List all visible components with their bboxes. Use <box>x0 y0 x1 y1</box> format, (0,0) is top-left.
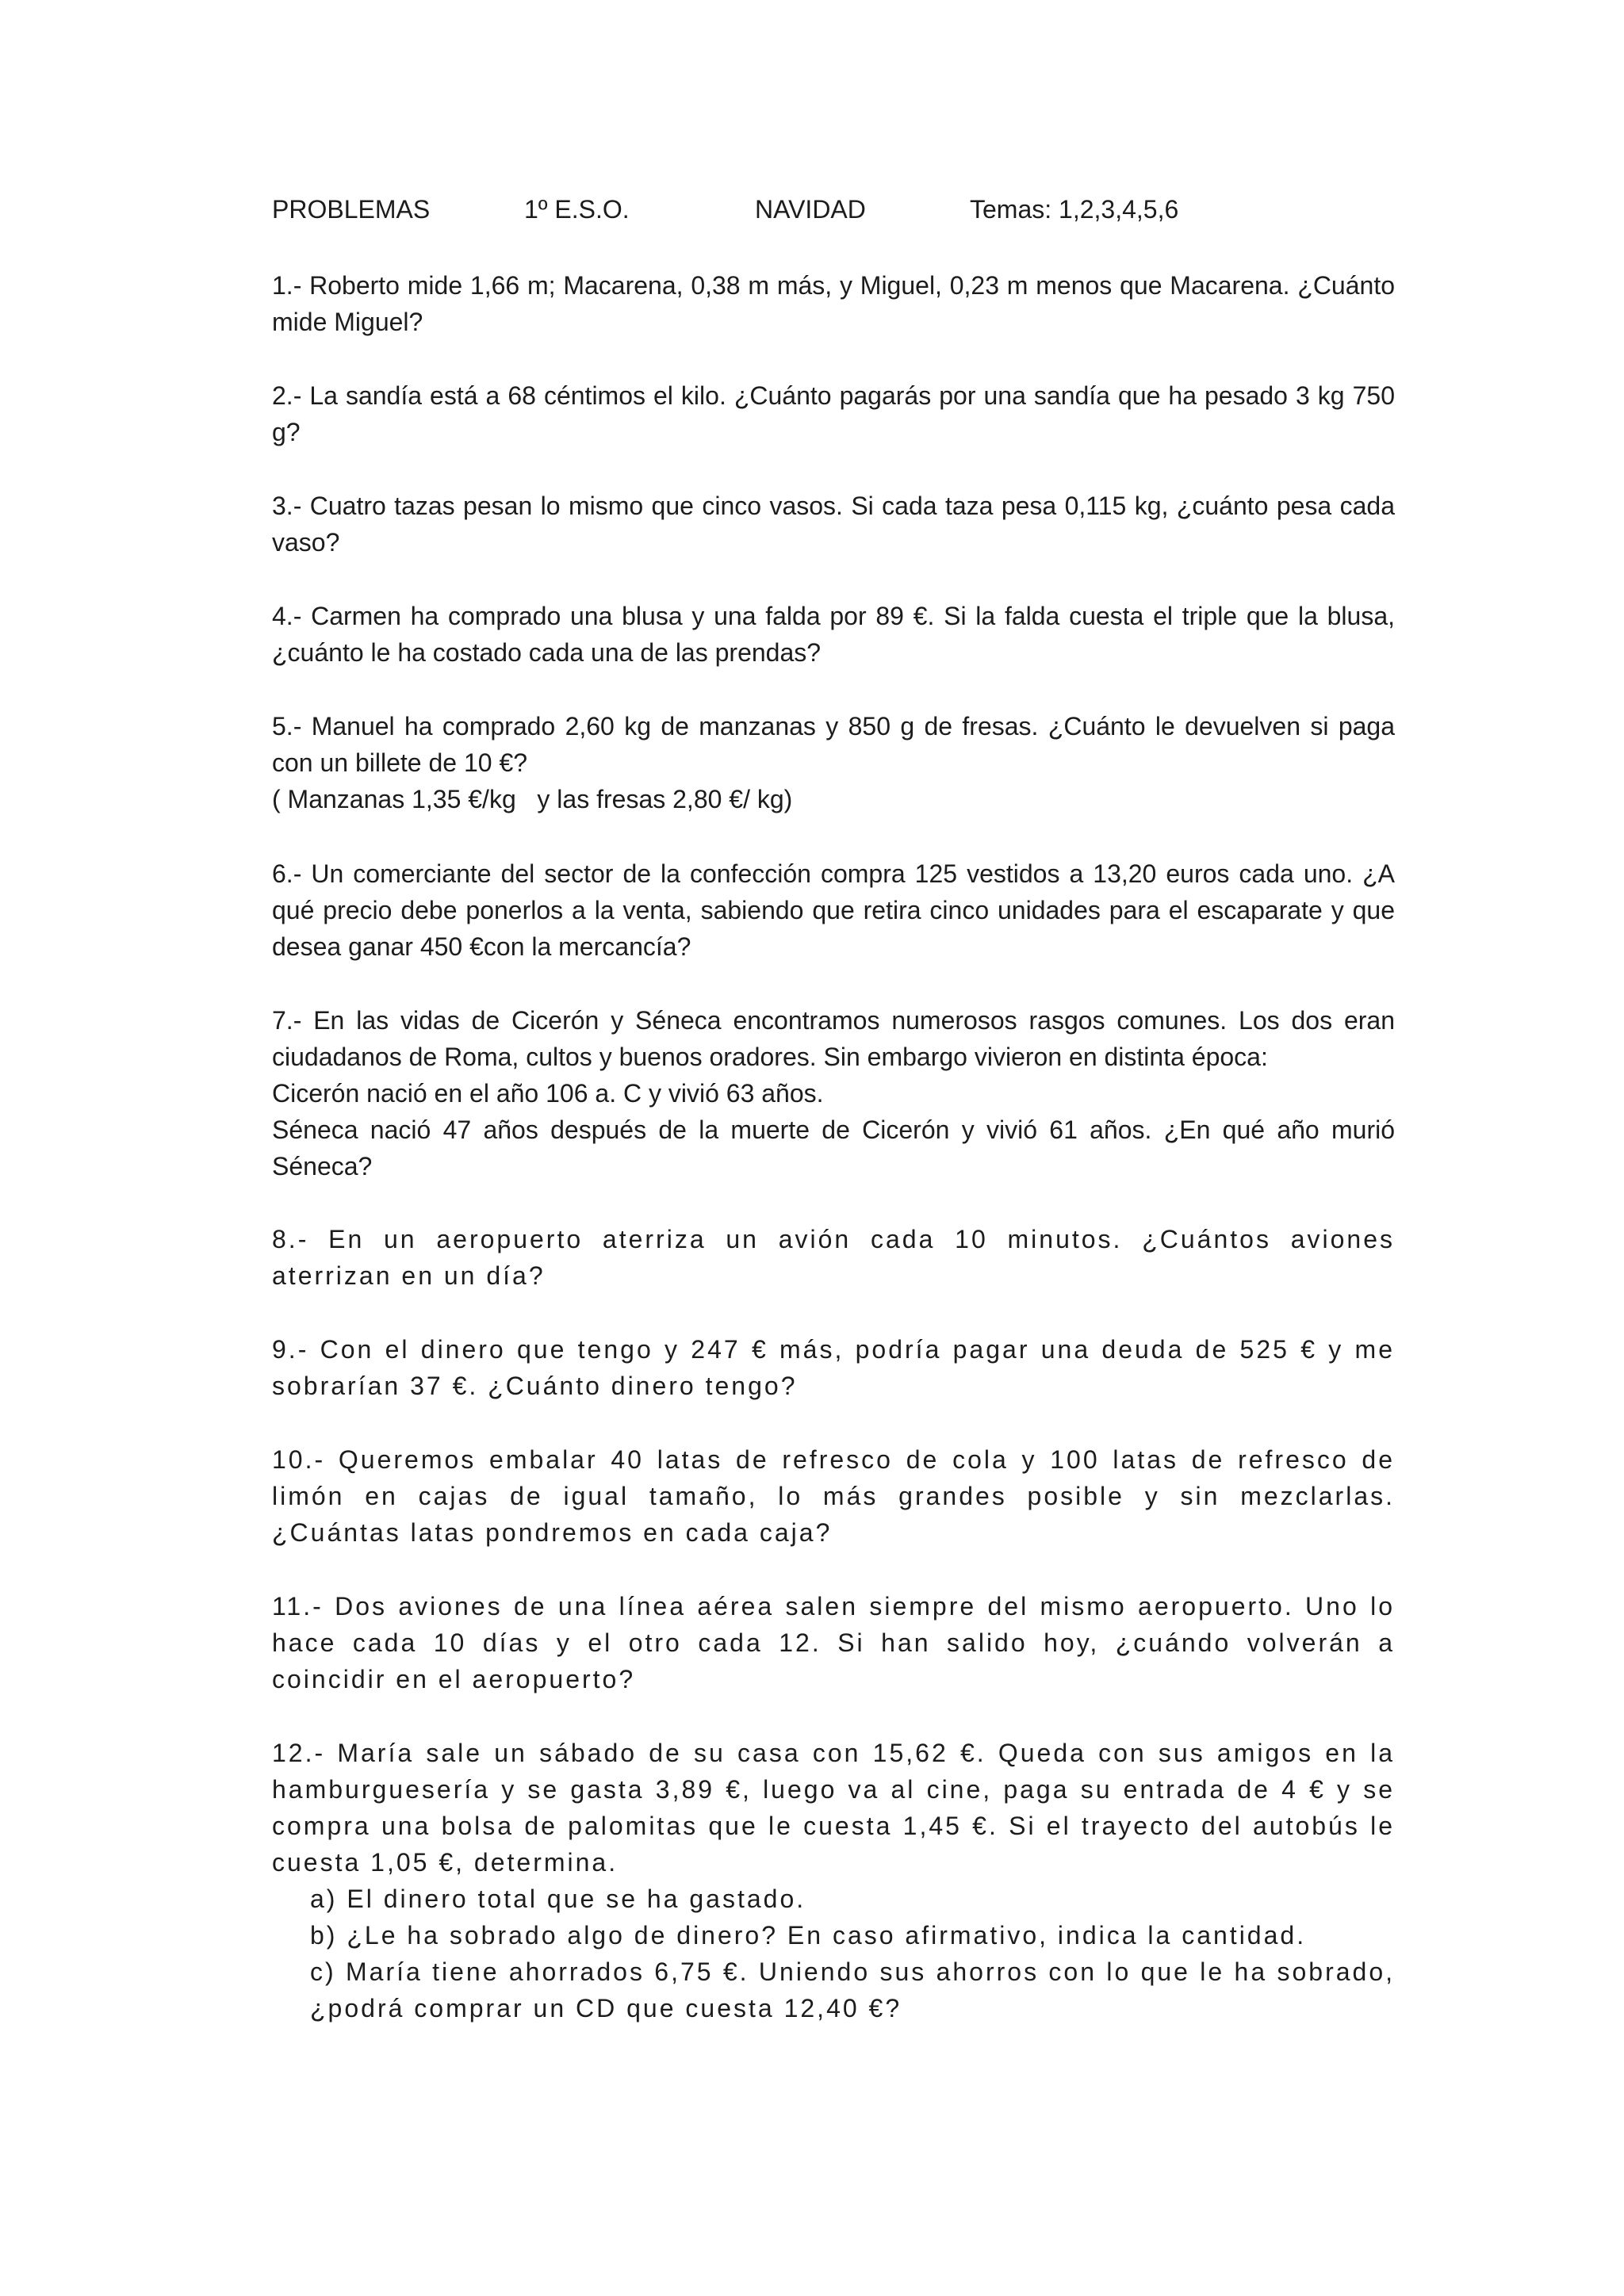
header-topics: Temas: 1,2,3,4,5,6 <box>970 195 1179 224</box>
problem-11-text: 11.- Dos aviones de una línea aérea salen siempre del mismo aeropuerto. Uno lo hace cada 10 días y el otro cada 12. Si han salido hoy, ¿cuándo volverán a coincidir en el aeropuerto? <box>272 1592 1395 1693</box>
header-course: 1º E.S.O. <box>524 195 630 224</box>
problem-7-seneca: Séneca nació 47 años después de la muerte de Cicerón y vivió 61 años. ¿En qué año murió Séneca? <box>272 1115 1395 1181</box>
problem-5-text: 5.- Manuel ha comprado 2,60 kg de manzanas y 850 g de fresas. ¿Cuánto le devuelven si paga con un billete de 10 €? <box>272 712 1395 777</box>
problem-4-text: 4.- Carmen ha comprado una blusa y una falda por 89 €. Si la falda cuesta el triple que la blusa, ¿cuánto le ha costado cada una de las prendas? <box>272 602 1395 667</box>
problem-12-part-b: b) ¿Le ha sobrado algo de dinero? En caso afirmativo, indica la cantidad. <box>310 1921 1307 1950</box>
problem-8-text: 8.- En un aeropuerto aterriza un avión cada 10 minutos. ¿Cuántos aviones aterrizan en un día? <box>272 1225 1395 1290</box>
problem-11 <box>272 1588 1395 1697</box>
problem-7 <box>272 1002 1395 1184</box>
problem-6 <box>272 855 1395 965</box>
problem-4 <box>272 598 1395 671</box>
problem-8 <box>272 1221 1395 1294</box>
header-title: PROBLEMAS <box>272 195 431 224</box>
problem-5-prices: ( Manzanas 1,35 €/kg y las fresas 2,80 €/ kg) <box>272 785 793 813</box>
problem-1-text: 1.- Roberto mide 1,66 m; Macarena, 0,38 m más, y Miguel, 0,23 m menos que Macarena. ¿Cuánto mide Miguel? <box>272 271 1395 336</box>
problem-10-text: 10.- Queremos embalar 40 latas de refresco de cola y 100 latas de refresco de limón en cajas de igual tamaño, lo más grandes posible y sin mezclarlas. ¿Cuántas latas pondremos en cada caja? <box>272 1445 1395 1547</box>
worksheet-header <box>272 195 1398 230</box>
problem-7-ciceron: Cicerón nació en el año 106 a. C y vivió 63 años. <box>272 1079 824 1108</box>
problem-12-part-a: a) El dinero total que se ha gastado. <box>310 1885 806 1913</box>
problem-12-text: 12.- María sale un sábado de su casa con 15,62 €. Queda con sus amigos en la hamburguesería y se gasta 3,89 €, luego va al cine, paga su entrada de 4 € y se compra una bolsa de palomitas que le cuesta 1,45 €. Si el trayecto del autobús le cuesta 1,05 €, determina. <box>272 1739 1395 1877</box>
problem-5 <box>272 708 1395 817</box>
problem-3 <box>272 488 1395 561</box>
problem-2 <box>272 377 1395 450</box>
problem-1 <box>272 267 1395 340</box>
problem-12 <box>272 1735 1395 2026</box>
problem-9 <box>272 1331 1395 1404</box>
problem-6-text: 6.- Un comerciante del sector de la confección compra 125 vestidos a 13,20 euros cada uno. ¿A qué precio debe ponerlos a la venta, sabiendo que retira cinco unidades para el escaparate y que desea ganar 450 €con la mercancía? <box>272 859 1395 961</box>
problem-12-part-c: c) María tiene ahorrados 6,75 €. Uniendo sus ahorros con lo que le ha sobrado, ¿podrá comprar un CD que cuesta 12,40 €? <box>310 1957 1395 2022</box>
problem-9-text: 9.- Con el dinero que tengo y 247 € más, podría pagar una deuda de 525 € y me sobrarían 37 €. ¿Cuánto dinero tengo? <box>272 1335 1395 1400</box>
problem-3-text: 3.- Cuatro tazas pesan lo mismo que cinco vasos. Si cada taza pesa 0,115 kg, ¿cuánto pesa cada vaso? <box>272 492 1395 557</box>
problem-7-intro: 7.- En las vidas de Cicerón y Séneca encontramos numerosos rasgos comunes. Los dos eran ciudadanos de Roma, cultos y buenos oradores. Sin embargo vivieron en distinta época: <box>272 1006 1395 1071</box>
header-period: NAVIDAD <box>755 195 866 224</box>
problem-2-text: 2.- La sandía está a 68 céntimos el kilo. ¿Cuánto pagarás por una sandía que ha pesado 3 kg 750 g? <box>272 381 1395 446</box>
problem-10 <box>272 1441 1395 1551</box>
